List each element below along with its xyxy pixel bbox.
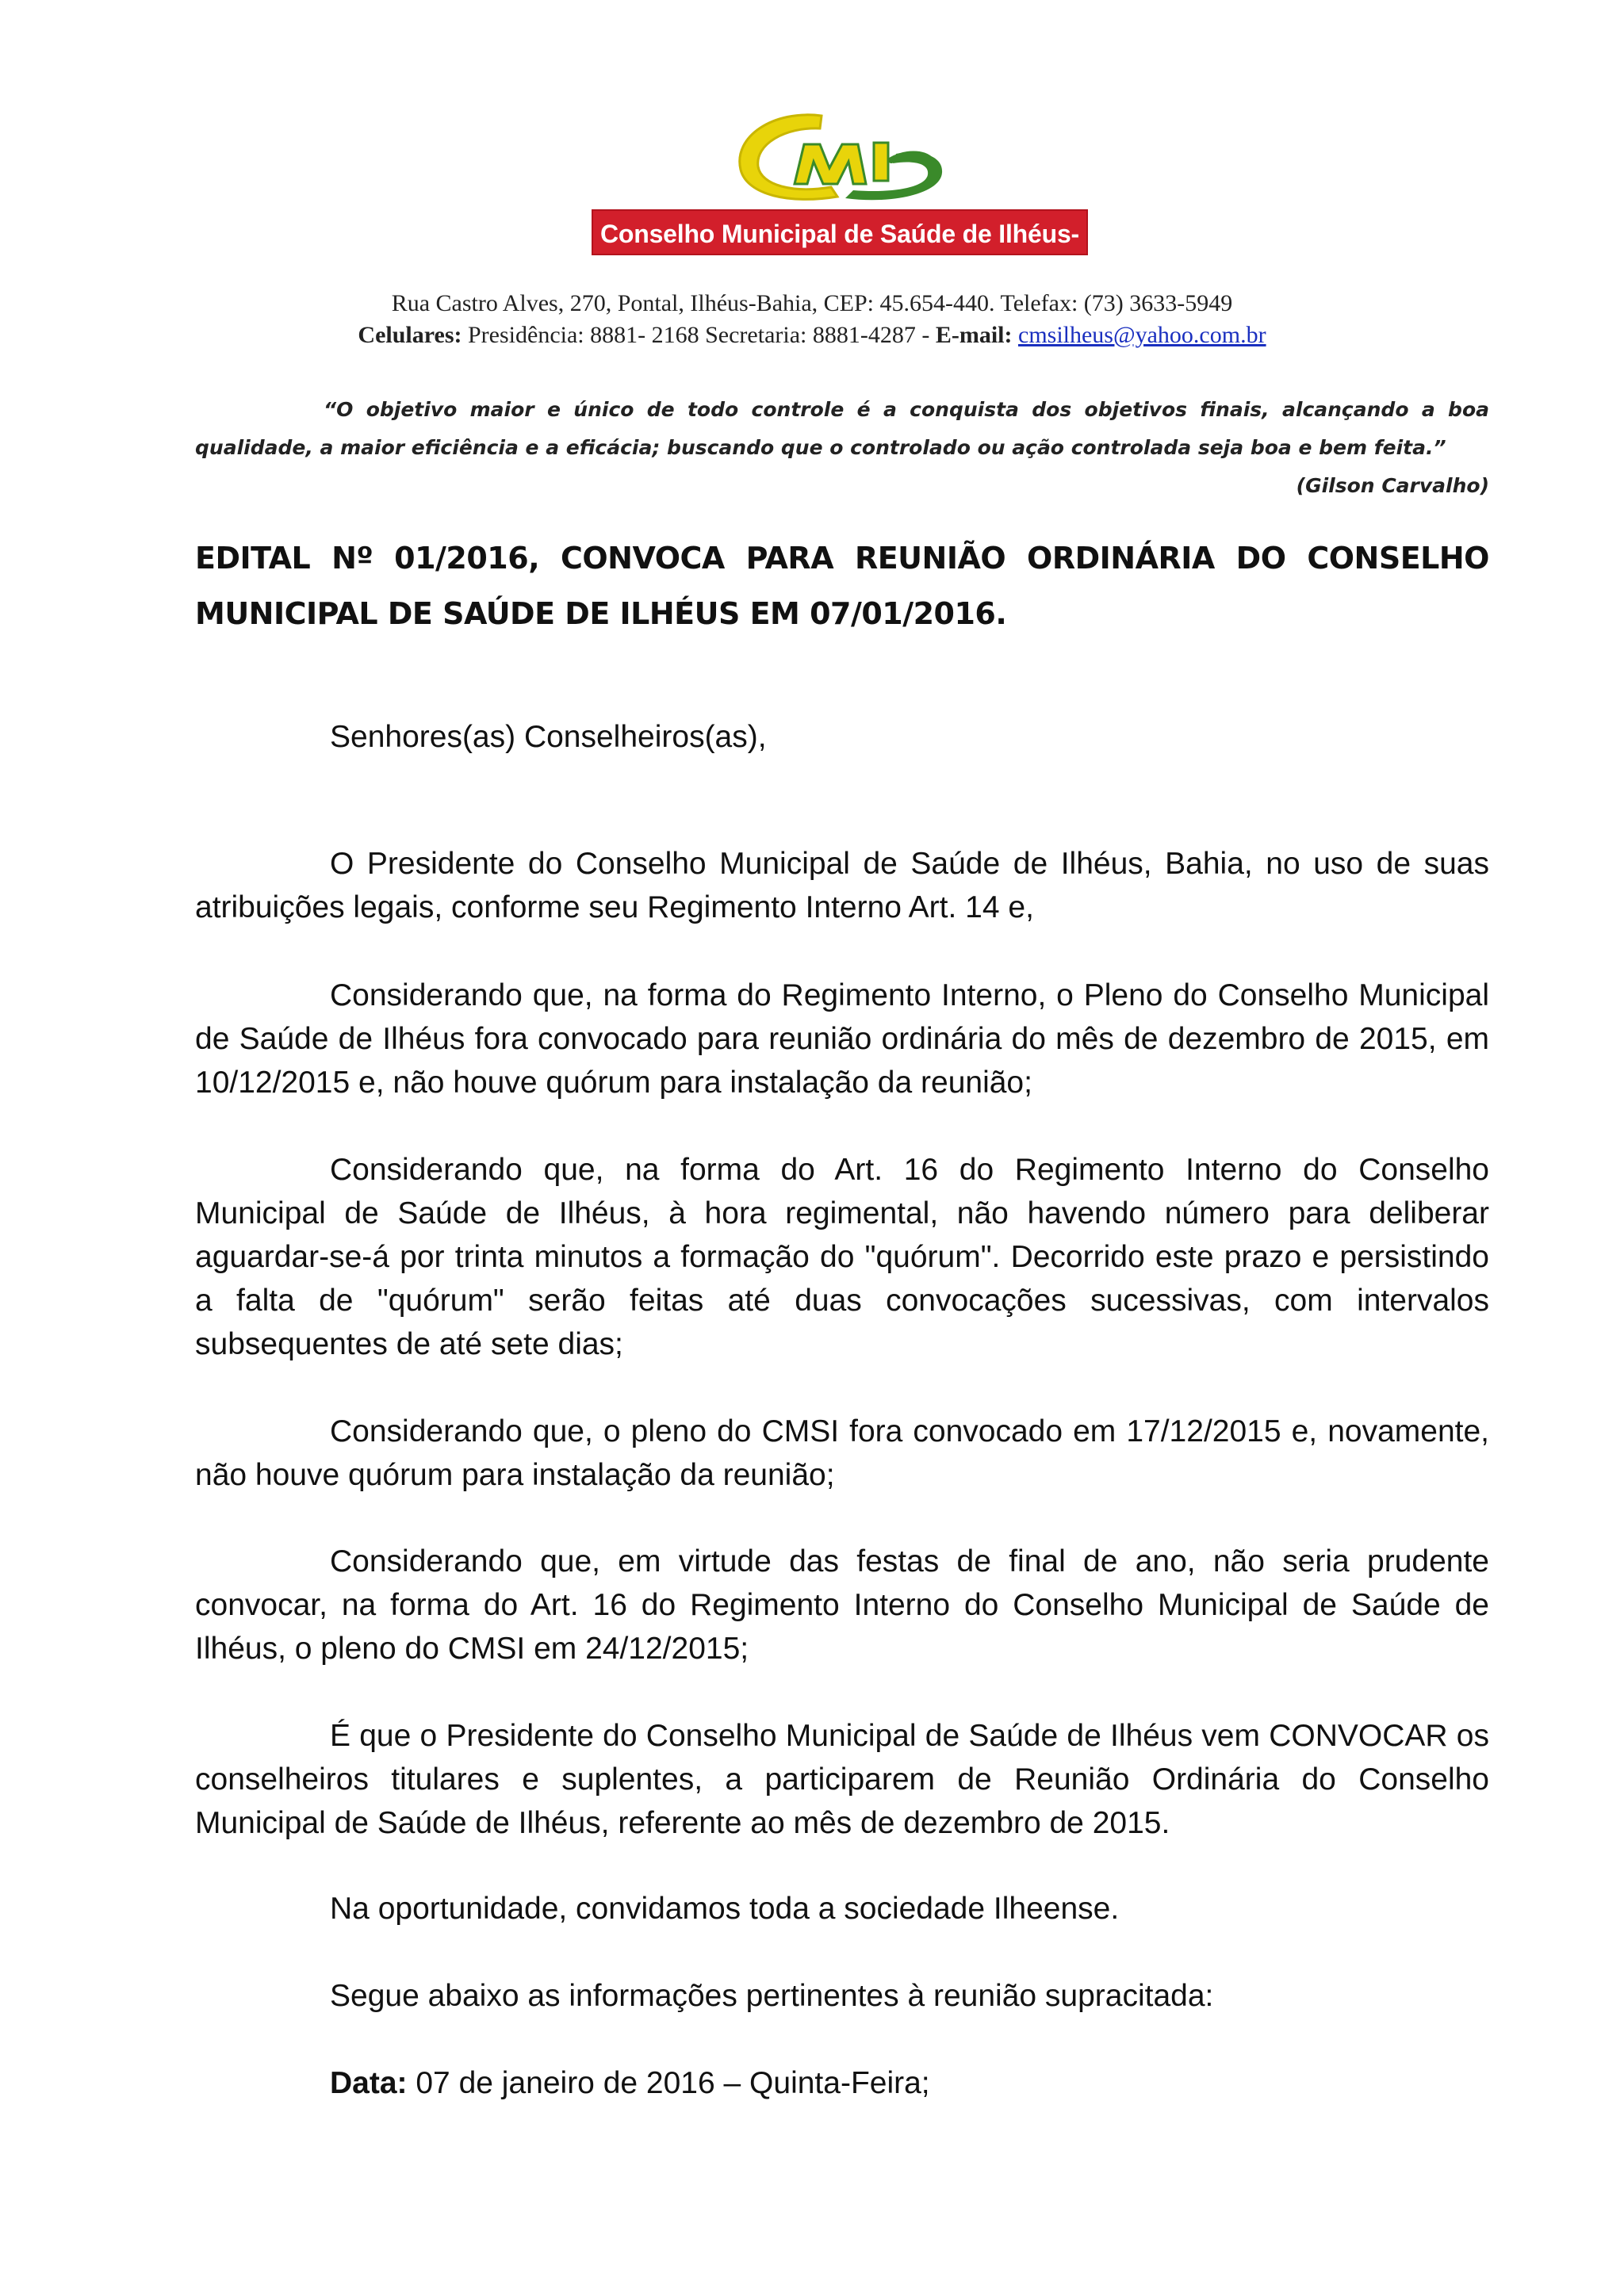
date-label: Data: [330, 2066, 408, 2100]
quote-author: (Gilson Carvalho) [1296, 474, 1489, 497]
quote-line-2: qualidade, a maior eficiência e a eficácia; buscando que o controlado ou ação controlada seja boa e bem feita.” [195, 436, 1446, 459]
logo-band-text: Conselho Municipal de Saúde de Ilhéus-Bahia [592, 209, 1088, 255]
contact-line [0, 322, 1624, 349]
paragraph-presidente: O Presidente do Conselho Municipal de Saúde de Ilhéus, Bahia, no uso de suas atribuições legais, conforme seu Regimento Interno Art. 14 e, [195, 847, 1489, 924]
paragraph-convocar: É que o Presidente do Conselho Municipal de Saúde de Ilhéus vem CONVOCAR os conselheiros titulares e suplentes, a participarem de Reunião Ordinária do Conselho Municipal de Saúde de Ilhéus, referente ao mês de dezembro de 2015. [195, 1719, 1489, 1840]
celulares-label: Celulares: [358, 322, 462, 348]
paragraph-informacoes: Segue abaixo as informações pertinentes à reunião supracitada: [330, 1979, 1214, 2013]
address-line: Rua Castro Alves, 270, Pontal, Ilhéus-Bahia, CEP: 45.654-440. Telefax: (73) 3633-5949 [391, 290, 1233, 316]
email-link[interactable]: cmsilheus@yahoo.com.br [1018, 322, 1266, 348]
meeting-date [330, 2061, 930, 2105]
paragraph-oportunidade: Na oportunidade, convidamos toda a sociedade Ilheense. [330, 1892, 1120, 1926]
paragraph-considerando-1: Considerando que, na forma do Regimento Interno, o Pleno do Conselho Municipal de Saúde de Ilhéus fora convocado para reunião ordinária do mês de dezembro de 2015, em 10/12/2015 e, não houve quórum para instalação da reunião; [195, 978, 1489, 1100]
paragraph-considerando-3: Considerando que, o pleno do CMSI fora convocado em 17/12/2015 e, novamente, não houve quórum para instalação da reunião; [195, 1414, 1489, 1492]
paragraph-considerando-2: Considerando que, na forma do Art. 16 do Regimento Interno do Conselho Municipal de Saúde de Ilhéus, à hora regimental, não havendo número para deliberar aguardar-se-á por trinta minutos a formação do "quórum". Decorrido este prazo e persistindo a falta de "quórum" serão feitas até duas convocações sucessivas, com intervalos subsequentes de até sete dias; [195, 1153, 1489, 1361]
email-label: E-mail: [935, 322, 1013, 348]
edital-title-line-1: EDITAL Nº 01/2016, CONVOCA PARA REUNIÃO ORDINÁRIA DO CONSELHO [195, 541, 1489, 576]
edital-title-line-2: MUNICIPAL DE SAÚDE DE ILHÉUS EM 07/01/2016. [195, 596, 1007, 631]
celulares-value: Presidência: 8881- 2168 Secretaria: 8881-4287 - [462, 322, 936, 348]
cmi-logo-mark [726, 105, 956, 208]
date-value: 07 de janeiro de 2016 – Quinta-Feira; [407, 2066, 930, 2100]
paragraph-considerando-4: Considerando que, em virtude das festas de final de ano, não seria prudente convocar, na forma do Art. 16 do Regimento Interno do Conselho Municipal de Saúde de Ilhéus, o pleno do CMSI em 24/12/2015; [195, 1544, 1489, 1666]
salutation: Senhores(as) Conselheiros(as), [330, 720, 767, 754]
quote-line-1: “O objetivo maior e único de todo controle é a conquista dos objetivos finais, alcançando a boa [324, 398, 1489, 421]
council-logo [592, 105, 1091, 294]
